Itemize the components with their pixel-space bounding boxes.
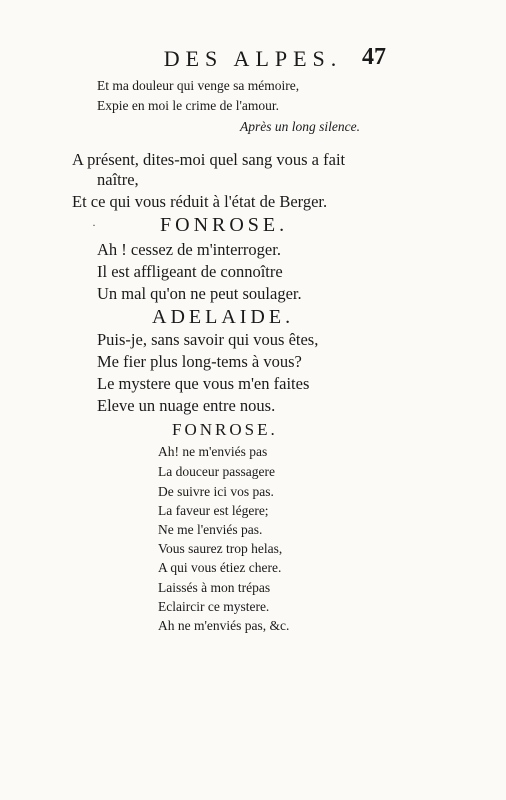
speaker-name: ADELAIDE.	[152, 306, 295, 328]
verse-line: Un mal qu'on ne peut soulager.	[97, 284, 302, 303]
verse-line: Le mystere que vous m'en faites	[97, 374, 310, 393]
song-line: Ah ne m'enviés pas, &c.	[158, 618, 290, 633]
speaker-name: FONROSE.	[172, 420, 278, 439]
song-line: La douceur passagere	[158, 464, 275, 479]
verse-line: Il est affligeant de connoître	[97, 262, 283, 281]
running-title: DES ALPES.	[163, 46, 343, 71]
verse-line: Et ce qui vous réduit à l'état de Berger.	[72, 192, 328, 211]
verse-line: Eleve un nuage entre nous.	[97, 396, 276, 415]
verse-line: naître,	[97, 170, 139, 189]
song-line: Ne me l'enviés pas.	[158, 522, 263, 537]
verse-line: Puis-je, sans savoir qui vous êtes,	[97, 330, 319, 349]
song-line: A qui vous étiez chere.	[158, 560, 282, 575]
song-line: Eclaircir ce mystere.	[158, 599, 270, 614]
speaker-name: FONROSE.	[160, 214, 289, 236]
verse-line: Expie en moi le crime de l'amour.	[97, 98, 279, 113]
song-line: Ah! ne m'enviés pas	[158, 444, 268, 459]
song-line: Laissés à mon trépas	[158, 580, 271, 595]
verse-line: Et ma douleur qui venge sa mémoire,	[97, 78, 300, 93]
song-line: De suivre ici vos pas.	[158, 484, 274, 499]
page-number: 47	[362, 44, 386, 70]
stage-direction: Après un long silence.	[240, 119, 360, 134]
song-line: Vous saurez trop helas,	[158, 541, 283, 556]
ink-speck: ·	[92, 218, 96, 232]
verse-line: Me fier plus long-tems à vous?	[97, 352, 302, 371]
song-line: La faveur est légere;	[158, 503, 269, 518]
verse-line: Ah ! cessez de m'interroger.	[97, 240, 281, 259]
verse-line: A présent, dites-moi quel sang vous a fait	[72, 150, 346, 169]
